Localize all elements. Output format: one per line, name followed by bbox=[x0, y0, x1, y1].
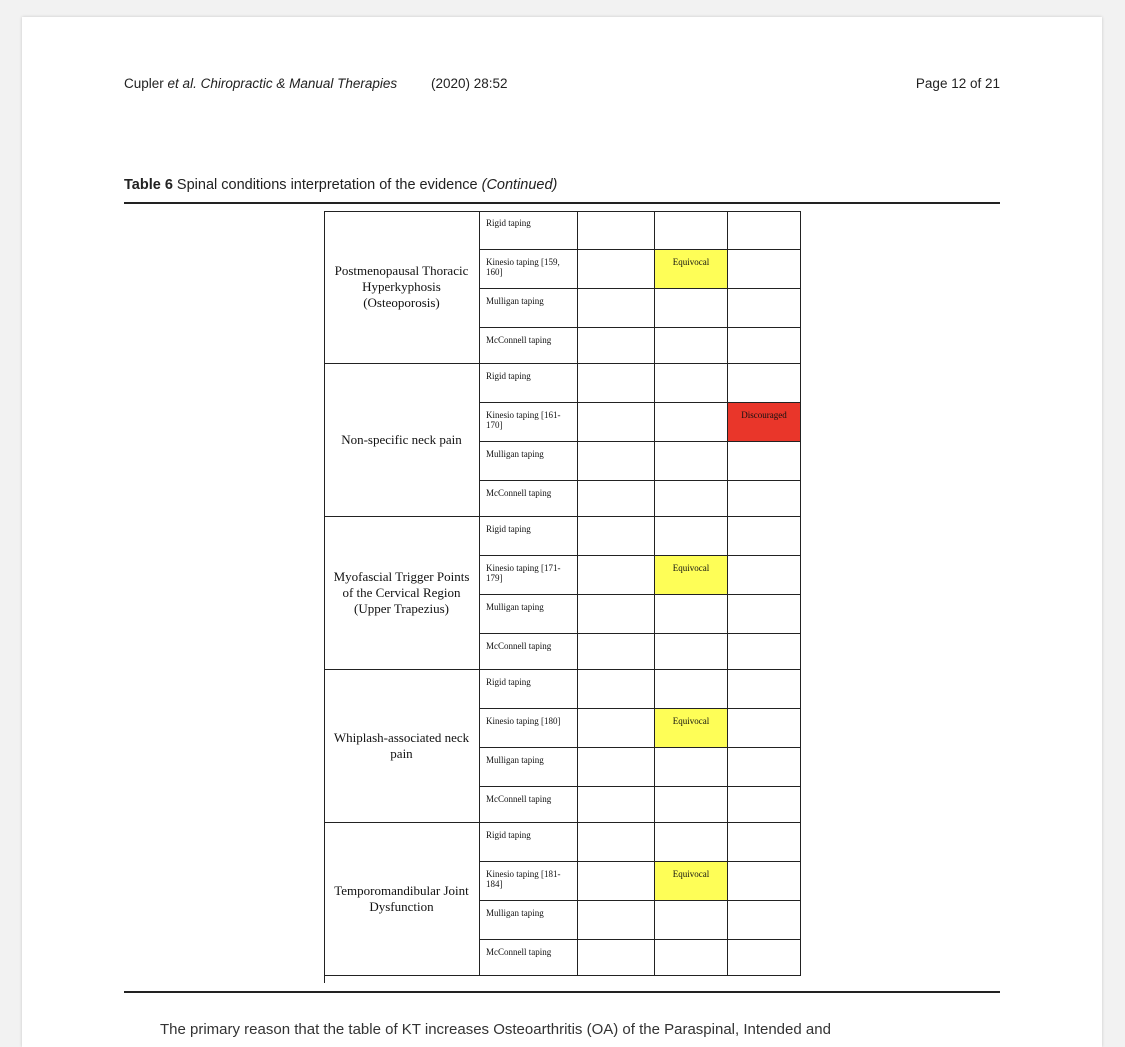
technique-cell: McConnell taping bbox=[480, 787, 578, 823]
rating-cell bbox=[728, 211, 801, 250]
rating-cell bbox=[578, 634, 655, 670]
table-title: Spinal conditions interpretation of the evidence bbox=[176, 177, 478, 193]
technique-cell: Rigid taping bbox=[480, 517, 578, 556]
technique-cell: McConnell taping bbox=[480, 481, 578, 517]
rating-cell bbox=[578, 250, 655, 289]
technique-cell: Rigid taping bbox=[480, 364, 578, 403]
technique-cell: Mulligan taping bbox=[480, 748, 578, 787]
rating-cell bbox=[578, 595, 655, 634]
rating-cell bbox=[578, 709, 655, 748]
continued-note: (Continued) bbox=[481, 177, 558, 193]
technique-cell: Rigid taping bbox=[480, 211, 578, 250]
table-caption bbox=[124, 177, 557, 193]
rating-cell bbox=[578, 328, 655, 364]
rating-cell bbox=[578, 289, 655, 328]
rating-cell bbox=[728, 517, 801, 556]
condition-name: Whiplash-associated neck pain bbox=[333, 730, 470, 761]
rating-cell bbox=[655, 481, 728, 517]
rating-cell bbox=[578, 517, 655, 556]
table-label: Table 6 bbox=[124, 177, 173, 193]
rating-cell bbox=[578, 556, 655, 595]
rating-badge-equivocal: Equivocal bbox=[655, 250, 728, 289]
page-number: Page 12 of 21 bbox=[915, 76, 1000, 91]
rating-cell bbox=[728, 748, 801, 787]
rating-cell bbox=[728, 709, 801, 748]
rating-cell bbox=[578, 940, 655, 976]
technique-cell: Rigid taping bbox=[480, 823, 578, 862]
rating-cell bbox=[728, 634, 801, 670]
condition-cell bbox=[324, 823, 480, 976]
technique-cell: Kinesio taping [161-170] bbox=[480, 403, 578, 442]
rating-cell bbox=[728, 250, 801, 289]
technique-cell: Mulligan taping bbox=[480, 442, 578, 481]
top-rule bbox=[124, 202, 1000, 204]
rating-cell bbox=[728, 787, 801, 823]
condition-cell bbox=[324, 364, 480, 517]
rating-cell bbox=[655, 442, 728, 481]
rating-cell bbox=[578, 901, 655, 940]
rating-cell bbox=[728, 823, 801, 862]
rating-cell bbox=[655, 901, 728, 940]
condition-name: Myofascial Trigger Points of the Cervical Region (Upper Trapezius) bbox=[333, 569, 470, 616]
condition-name: Postmenopausal Thoracic Hyperkyphosis (Osteoporosis) bbox=[334, 263, 469, 310]
technique-cell: Mulligan taping bbox=[480, 595, 578, 634]
rating-cell bbox=[728, 862, 801, 901]
rating-cell bbox=[655, 748, 728, 787]
rating-cell bbox=[655, 595, 728, 634]
rating-cell bbox=[655, 634, 728, 670]
rating-cell bbox=[655, 364, 728, 403]
rating-cell bbox=[578, 670, 655, 709]
rating-cell bbox=[655, 787, 728, 823]
technique-cell: McConnell taping bbox=[480, 328, 578, 364]
rating-badge-discouraged: Discouraged bbox=[728, 403, 801, 442]
condition-cell bbox=[324, 670, 480, 823]
rating-cell bbox=[578, 364, 655, 403]
year-volume: (2020) 28:52 bbox=[430, 76, 508, 91]
rating-badge-equivocal: Equivocal bbox=[655, 709, 728, 748]
condition-name: Temporomandibular Joint Dysfunction bbox=[334, 883, 469, 914]
rating-cell bbox=[578, 211, 655, 250]
rating-cell bbox=[655, 670, 728, 709]
body-text: The primary reason that the table of KT increases Osteoarthritis (OA) of the Paraspinal, Intended and bbox=[160, 1021, 831, 1038]
rating-cell bbox=[578, 823, 655, 862]
journal-name: Chiropractic & Manual Therapies bbox=[200, 76, 398, 91]
technique-cell: Kinesio taping [180] bbox=[480, 709, 578, 748]
condition-cell bbox=[324, 517, 480, 670]
rating-cell bbox=[728, 289, 801, 328]
rating-cell bbox=[728, 595, 801, 634]
rating-cell bbox=[578, 481, 655, 517]
technique-cell: McConnell taping bbox=[480, 634, 578, 670]
rating-cell bbox=[655, 328, 728, 364]
rating-cell bbox=[655, 517, 728, 556]
rating-cell bbox=[728, 556, 801, 595]
condition-name: Non-specific neck pain bbox=[341, 432, 462, 447]
condition-cell bbox=[324, 211, 480, 364]
rating-cell bbox=[728, 328, 801, 364]
rating-cell bbox=[655, 289, 728, 328]
technique-cell: Kinesio taping [171-179] bbox=[480, 556, 578, 595]
rating-cell bbox=[728, 442, 801, 481]
technique-cell: Rigid taping bbox=[480, 670, 578, 709]
technique-cell: Mulligan taping bbox=[480, 289, 578, 328]
rating-cell bbox=[728, 364, 801, 403]
rating-cell bbox=[578, 862, 655, 901]
citation bbox=[124, 76, 508, 91]
rating-cell bbox=[655, 823, 728, 862]
rating-cell bbox=[655, 940, 728, 976]
technique-cell: Mulligan taping bbox=[480, 901, 578, 940]
technique-cell: Kinesio taping [159, 160] bbox=[480, 250, 578, 289]
rating-badge-equivocal: Equivocal bbox=[655, 556, 728, 595]
et-al: et al. bbox=[167, 76, 197, 91]
authors: Cupler bbox=[124, 76, 164, 91]
rating-cell bbox=[728, 901, 801, 940]
rating-cell bbox=[655, 403, 728, 442]
rating-cell bbox=[578, 787, 655, 823]
technique-cell: Kinesio taping [181-184] bbox=[480, 862, 578, 901]
rating-cell bbox=[655, 211, 728, 250]
rating-cell bbox=[578, 442, 655, 481]
rating-cell bbox=[728, 481, 801, 517]
rating-cell bbox=[728, 670, 801, 709]
rating-cell bbox=[578, 748, 655, 787]
technique-cell: McConnell taping bbox=[480, 940, 578, 976]
running-head bbox=[124, 76, 1000, 94]
rating-cell bbox=[578, 403, 655, 442]
rating-badge-equivocal: Equivocal bbox=[655, 862, 728, 901]
rating-cell bbox=[728, 940, 801, 976]
bottom-rule bbox=[124, 991, 1000, 993]
